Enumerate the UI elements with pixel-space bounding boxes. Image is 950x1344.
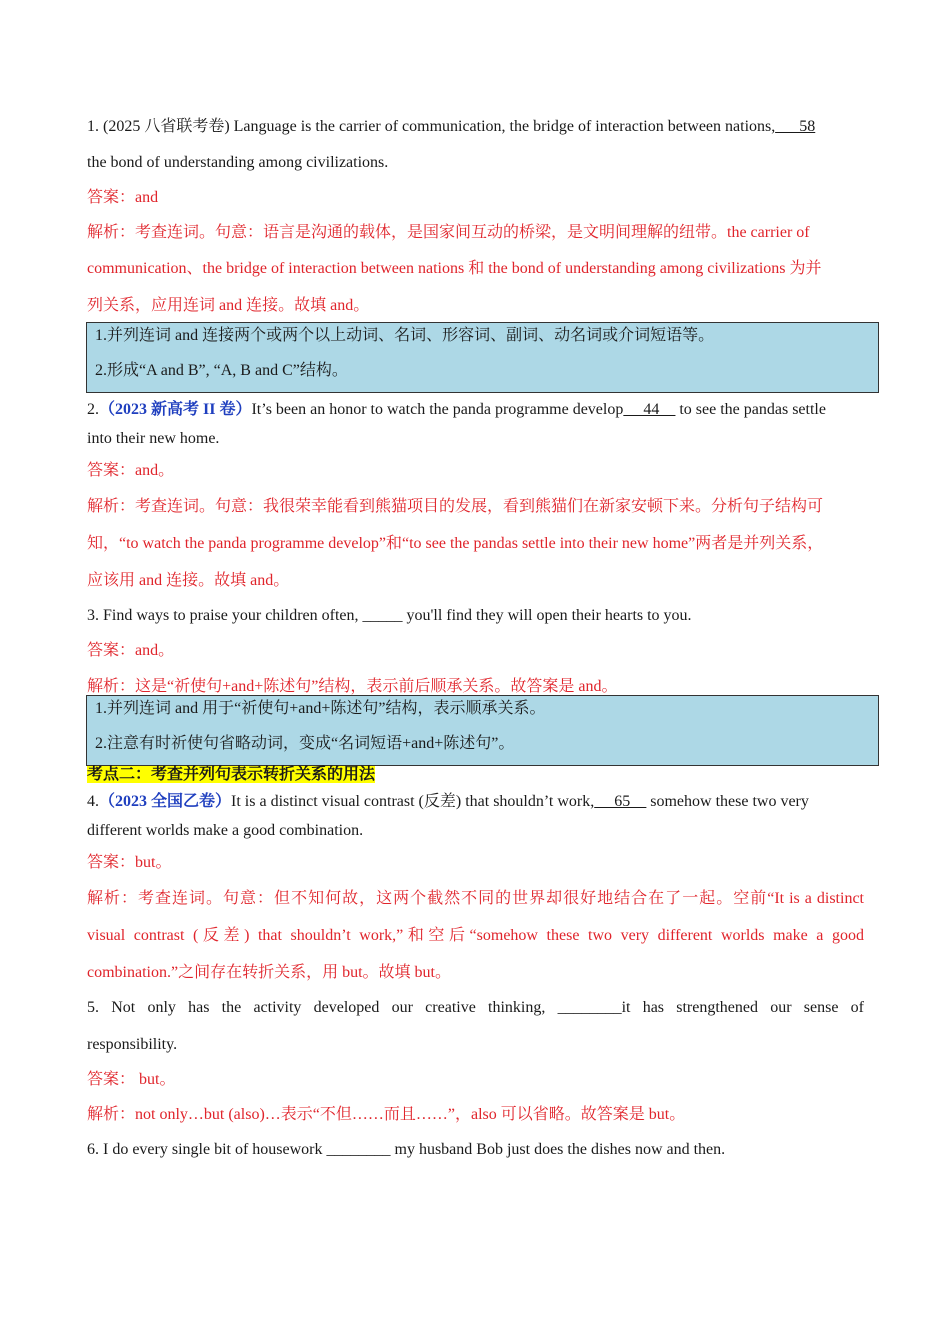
q1-line2: the bond of understanding among civilizations. (87, 154, 389, 171)
q2-line2: into their new home. (87, 430, 220, 447)
q5-line1: 5. Not only has the activity developed our creative thinking, ________it has strengthened our sense of (87, 999, 864, 1016)
q1-answer: 答案：and (87, 189, 159, 206)
q4-text-b: somehow these two very (646, 793, 809, 810)
q4-number: 4. (87, 793, 99, 810)
document-page (87, 118, 864, 1158)
q6-text: 6. I do every single bit of housework ________ my husband Bob just does the dishes now and then. (87, 1141, 726, 1158)
q2-analysis-line3: 应该用 and 连接。故填 and。 (87, 572, 290, 589)
q1-analysis-line2: communication、the bridge of interaction between nations 和 the bond of understanding among civilizations 为并 (87, 260, 822, 277)
q4-analysis-line3: combination.”之间存在转折关系，用 but。故填 but。 (87, 964, 451, 981)
q4-source: （2023 全国乙卷） (99, 793, 232, 810)
tip-box-imperative (86, 695, 879, 766)
q2-line1 (87, 401, 864, 419)
q3-analysis: 解析：这是“祈使句+and+陈述句”结构，表示前后顺承关系。故答案是 and。 (87, 678, 618, 695)
q5-line2: responsibility. (87, 1036, 178, 1053)
q4-analysis-line2: visual contrast (反差) that shouldn’t work,”和空后“somehow these two very different worlds make a good (87, 927, 864, 944)
point2-title: 考点二：考查并列句表示转折关系的用法 (87, 766, 376, 783)
q4-line1 (87, 793, 864, 811)
box2-line1: 1.并列连词 and 用于“祈使句+and+陈述句”结构，表示顺承关系。 (95, 700, 546, 717)
q2-source: （2023 新高考 II 卷） (99, 401, 252, 418)
q4-line2: different worlds make a good combination. (87, 822, 364, 839)
q2-analysis-line2: 知，“to watch the panda programme develop”和“to see the pandas settle into their new home”两者是并列关系， (87, 535, 824, 552)
q1-analysis-line3: 列关系，应用连词 and 连接。故填 and。 (87, 297, 370, 314)
q5-analysis: 解析：not only…but (also)…表示“不但……而且……”，also 可以省略。故答案是 but。 (87, 1106, 686, 1123)
q3-answer: 答案：and。 (87, 642, 175, 659)
q4-blank: __65__ (594, 793, 647, 810)
q2-answer: 答案：and。 (87, 462, 175, 479)
q1-line1 (87, 118, 864, 136)
box1-line1: 1.并列连词 and 连接两个或两个以上动词、名词、形容词、副词、动名词或介词短语等。 (95, 327, 715, 344)
q4-text-a: It is a distinct visual contrast (反差) that shouldn’t work, (231, 793, 595, 810)
q1-analysis-line1: 解析：考查连词。句意：语言是沟通的载体，是国家间互动的桥梁，是文明间理解的纽带。the carrier of (87, 224, 810, 241)
box2-line2: 2.注意有时祈使句省略动词，变成“名词短语+and+陈述句”。 (95, 735, 515, 752)
point2-heading (87, 766, 864, 784)
q1-blank: ___58 (775, 118, 816, 135)
q1-text: 1. (2025 八省联考卷) Language is the carrier of communication, the bridge of interaction between nations, (87, 118, 776, 135)
q2-analysis-line1: 解析：考查连词。句意：我很荣幸能看到熊猫项目的发展，看到熊猫们在新家安顿下来。分析句子结构可 (87, 498, 824, 515)
box1-line2: 2.形成“A and B”, “A, B and C”结构。 (95, 362, 348, 379)
tip-box-and-usage (86, 322, 879, 393)
q4-analysis-line1: 解析：考查连词。句意：但不知何故，这两个截然不同的世界却很好地结合在了一起。空前“It is a distinct (87, 890, 864, 907)
q2-number: 2. (87, 401, 99, 418)
q2-blank: __44__ (623, 401, 676, 418)
q5-answer: 答案： but。 (87, 1071, 176, 1088)
q2-text-b: to see the pandas settle (675, 401, 826, 418)
q4-answer: 答案：but。 (87, 854, 172, 871)
q2-text-a: It’s been an honor to watch the panda programme develop (251, 401, 624, 418)
q3-text: 3. Find ways to praise your children often, _____ you'll find they will open their hearts to you. (87, 607, 692, 624)
